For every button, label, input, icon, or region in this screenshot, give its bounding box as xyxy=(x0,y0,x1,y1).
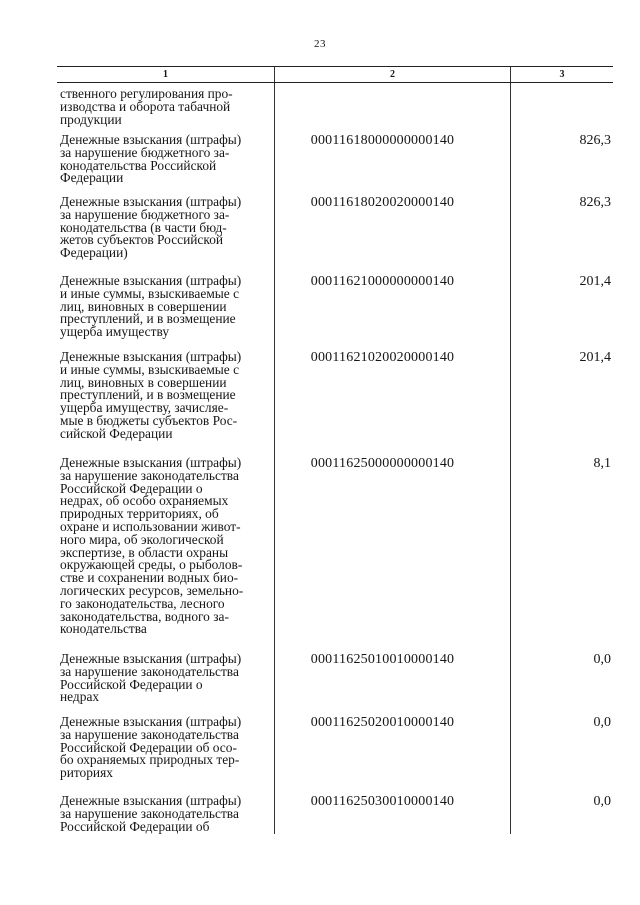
row-amount: 8,1 xyxy=(593,456,611,471)
row-name: Денежные взыскания (штрафы) за нарушение законодательства Российской Федерации о недрах xyxy=(60,651,242,705)
row-name: Денежные взыскания (штрафы) за нарушение законодательства Российской Федерации об осо- бо охраняемых природных тер- риториях xyxy=(60,714,242,781)
table-row xyxy=(57,653,613,716)
table-row xyxy=(57,134,613,196)
row-code: 00011621020020000140 xyxy=(310,350,455,365)
row-code: 00011618020020000140 xyxy=(310,195,455,210)
row-amount: 826,3 xyxy=(579,133,611,148)
table-row xyxy=(57,275,613,351)
row-amount: 201,4 xyxy=(579,274,611,289)
row-amount: 826,3 xyxy=(579,195,611,210)
row-name: Денежные взыскания (штрафы) и иные суммы, взыскиваемые с лиц, виновных в совершении преступлений, и в возмещение ущерба имуществу xyxy=(60,273,242,340)
table-header xyxy=(57,66,613,83)
row-name: Денежные взыскания (штрафы) за нарушение бюджетного за- конодательства (в части бюд- жетов субъектов Российской Федерации) xyxy=(60,194,242,261)
column-header-1: 1 xyxy=(163,69,168,80)
table-row xyxy=(57,716,613,795)
row-code: 00011625020010000140 xyxy=(310,715,455,730)
row-code: 00011621000000000140 xyxy=(310,274,455,289)
column-header-2: 2 xyxy=(274,67,510,82)
table-row xyxy=(57,457,613,653)
row-name: Денежные взыскания (штрафы) за нарушение законодательства Российской Федерации о недрах, об особо охраняемых природных территориях, об охране и использовании живот- ного мира, об экологической экспертизе, в области охраны окружающей среды, о рыболов- стве и сохранении водных био- логических ресурсов, земельно- го законодательства, лесного законодательства, водного за- конодательства xyxy=(60,455,244,637)
page-number: 23 xyxy=(314,38,326,50)
row-amount: 0,0 xyxy=(593,715,611,730)
table-row xyxy=(57,795,613,835)
row-amount: 201,4 xyxy=(579,350,611,365)
row-amount: 0,0 xyxy=(593,794,611,809)
revenue-table xyxy=(57,66,613,835)
row-code: 00011625000000000140 xyxy=(310,456,455,471)
column-header-3: 3 xyxy=(510,67,613,82)
table-body xyxy=(57,83,613,835)
table-row xyxy=(57,196,613,275)
column-divider xyxy=(274,83,275,834)
row-name: Денежные взыскания (штрафы) за нарушение бюджетного за- конодательства Российской Федерации xyxy=(60,132,242,186)
column-divider xyxy=(510,83,511,834)
table-row xyxy=(57,83,613,134)
table-row xyxy=(57,351,613,457)
row-code: 00011625030010000140 xyxy=(310,794,455,809)
row-amount: 0,0 xyxy=(593,652,611,667)
row-code: 00011625010010000140 xyxy=(310,652,455,667)
row-name: ственного регулирования про- изводства и оборота табачной продукции xyxy=(60,86,233,127)
row-code: 00011618000000000140 xyxy=(310,133,455,148)
row-name: Денежные взыскания (штрафы) за нарушение законодательства Российской Федерации об xyxy=(60,793,242,834)
row-name: Денежные взыскания (штрафы) и иные суммы, взыскиваемые с лиц, виновных в совершении преступлений, и в возмещение ущерба имуществу, зачисляе- мые в бюджеты субъектов Рос- сийской Федерации xyxy=(60,349,242,441)
